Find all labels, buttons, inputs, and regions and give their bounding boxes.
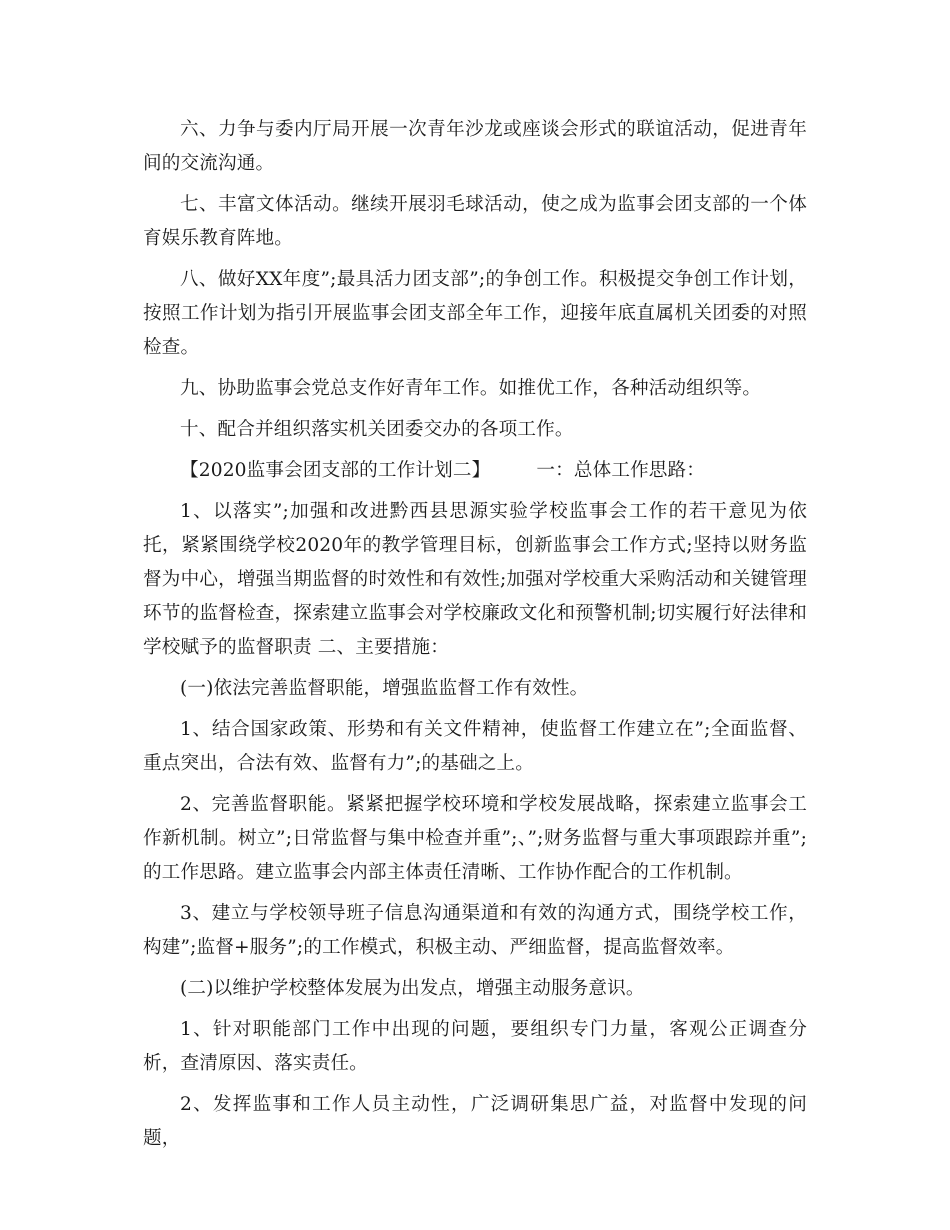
paragraph-item-8: 八、做好XX年度”;最具活力团支部”;的争创工作。积极提交争创工作计划，按照工作计划为指引开展监事会团支部全年工作，迎接年底直属机关团委的对照检查。 <box>143 269 807 358</box>
measure-item-1: 1、结合国家政策、形势和有关文件精神，使监督工作建立在”;全面监督、重点突出，合法有效、监督有力”;的基础之上。 <box>143 719 807 774</box>
document-body <box>143 113 807 1163</box>
measure-heading-2: (二)以维护学校整体发展为出发点，增强主动服务意识。 <box>180 978 645 999</box>
service-item-1: 1、针对职能部门工作中出现的问题，要组织专门力量，客观公正调查分析，查清原因、落实责任。 <box>143 1019 807 1074</box>
plan-paragraph-1: 1、以落实”;加强和改进黔西县思源实验学校监事会工作的若干意见为依托，紧紧围绕学校2020年的教学管理目标，创新监事会工作方式;坚持以财务监督为中心，增强当期监督的时效性和有效性;加强对学校重大采购活动和关键管理环节的监督检查，探索建立监事会对学校廉政文化和预警机制;切实履行好法律和学校赋予的监督职责 二、主要措施： <box>143 501 807 658</box>
paragraph-item-9: 九、协助监事会党总支作好青年工作。如推优工作，各种活动组织等。 <box>180 378 762 399</box>
measure-item-2: 2、完善监督职能。紧紧把握学校环境和学校发展战略，探索建立监事会工作新机制。树立”;日常监督与集中检查并重”;、”;财务监督与重大事项跟踪并重”;的工作思路。建立监事会内部主体责任清晰、工作协作配合的工作机制。 <box>143 794 807 883</box>
measure-heading-1: (一)依法完善监督职能，增强监监督工作有效性。 <box>180 678 589 699</box>
plan-two-heading-line <box>143 454 807 488</box>
paragraph-item-6: 六、力争与委内厅局开展一次青年沙龙或座谈会形式的联谊活动，促进青年间的交流沟通。 <box>143 119 807 174</box>
paragraph-item-7: 七、丰富文体活动。继续开展羽毛球活动，使之成为监事会团支部的一个体育娱乐教育阵地。 <box>143 194 807 249</box>
plan-two-title: 【2020监事会团支部的工作计划二】 <box>180 460 491 481</box>
paragraph-item-10: 十、配合并组织落实机关团委交办的各项工作。 <box>180 419 574 440</box>
service-item-2: 2、发挥监事和工作人员主动性，广泛调研集思广益，对监督中发现的问题， <box>143 1094 807 1149</box>
measure-item-3: 3、建立与学校领导班子信息沟通渠道和有效的沟通方式，围绕学校工作，构建”;监督+服务”;的工作模式，积极主动、严细监督，提高监督效率。 <box>143 903 807 958</box>
overall-thinking-heading: 一：总体工作思路： <box>536 460 706 481</box>
